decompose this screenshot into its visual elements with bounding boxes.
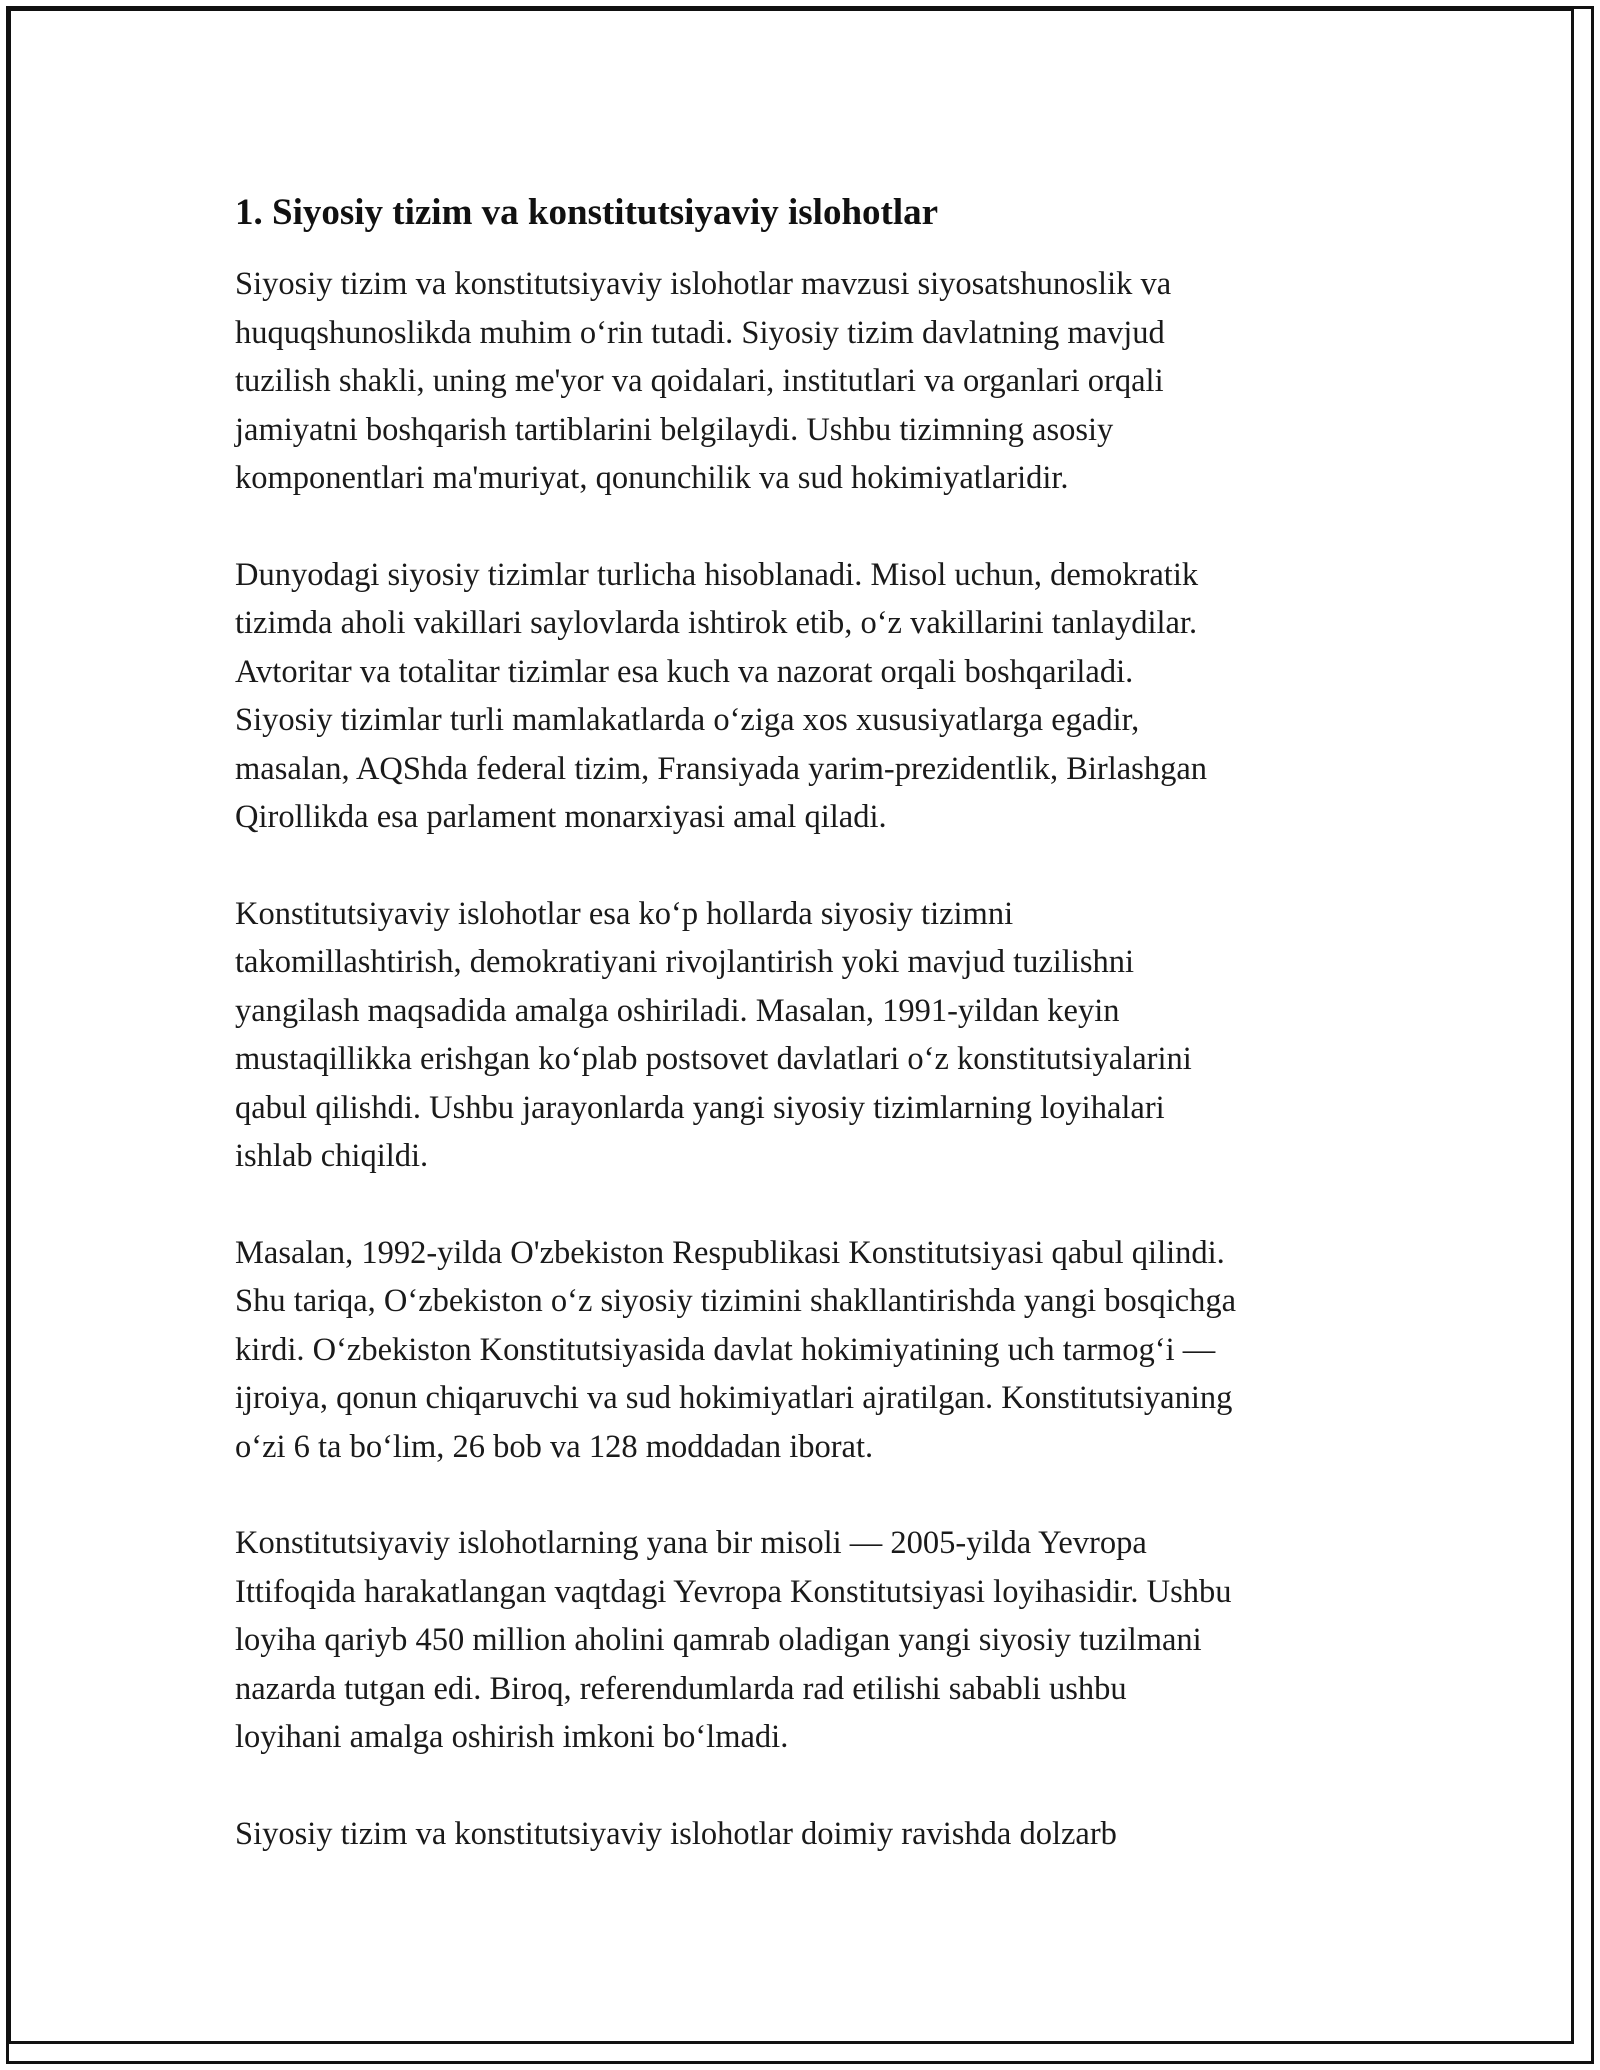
- paragraph-3: [235, 890, 1380, 1181]
- paragraph-line: Siyosiy tizim va konstitutsiyaviy islohotlar doimiy ravishda dolzarb: [235, 1815, 1117, 1852]
- paragraph-line: tizimda aholi vakillari saylovlarda ishtirok etib, oʻz vakillarini tanlaydilar.: [235, 605, 1198, 641]
- paragraph-line: Qirollikda esa parlament monarxiyasi amal qiladi.: [235, 799, 887, 835]
- paragraph-line: nazarda tutgan edi. Biroq, referendumlarda rad etilishi sababli ushbu: [235, 1670, 1127, 1707]
- paragraph-line: Shu tariqa, Oʻzbekiston oʻz siyosiy tizimini shakllantirishda yangi bosqichga: [235, 1283, 1237, 1319]
- paragraph-line: komponentlari ma'muriyat, qonunchilik va sud hokimiyatlaridir.: [235, 460, 1069, 496]
- paragraph-line: Avtoritar va totalitar tizimlar esa kuch va nazorat orqali boshqariladi.: [235, 653, 1134, 690]
- paragraph-line: mustaqillikka erishgan koʻplab postsovet davlatlari oʻz konstitutsiyalarini: [235, 1041, 1192, 1077]
- paragraph-line: Masalan, 1992-yilda O'zbekiston Respublikasi Konstitutsiyasi qabul qilindi.: [235, 1234, 1225, 1271]
- paragraph-line: takomillashtirish, demokratiyani rivojlantirish yoki mavjud tuzilishni: [235, 944, 1135, 980]
- paragraph-line: Dunyodagi siyosiy tizimlar turlicha hisoblanadi. Misol uchun, demokratik: [235, 556, 1199, 593]
- paragraph-line: loyihani amalga oshirish imkoni boʻlmadi.: [235, 1719, 789, 1755]
- paragraph-line: Siyosiy tizim va konstitutsiyaviy islohotlar mavzusi siyosatshunoslik va: [235, 266, 1172, 302]
- paragraph-line: yangilash maqsadida amalga oshiriladi. Masalan, 1991-yildan keyin: [235, 992, 1120, 1029]
- paragraph-line: qabul qilishdi. Ushbu jarayonlarda yangi siyosiy tizimlarning loyihalari: [235, 1089, 1165, 1126]
- paragraph-list: [235, 260, 1380, 1858]
- paragraph-line: masalan, AQShda federal tizim, Fransiyada yarim-prezidentlik, Birlashgan: [235, 750, 1208, 787]
- paragraph-4: [235, 1229, 1380, 1472]
- document-body: [235, 188, 1380, 1906]
- paragraph-line: huquqshunoslikda muhim oʻrin tutadi. Siyosiy tizim davlatning mavjud: [235, 314, 1165, 351]
- paragraph-line: Ittifoqida harakatlangan vaqtdagi Yevropa Konstitutsiyasi loyihasidir. Ushbu: [235, 1573, 1232, 1610]
- paragraph-line: oʻzi 6 ta boʻlim, 26 bob va 128 moddadan iborat.: [235, 1428, 874, 1465]
- paragraph-6: [235, 1810, 1380, 1859]
- paragraph-line: kirdi. Oʻzbekiston Konstitutsiyasida davlat hokimiyatining uch tarmogʻi —: [235, 1331, 1216, 1368]
- paragraph-line: tuzilish shakli, uning me'yor va qoidalari, institutlari va organlari orqali: [235, 363, 1164, 399]
- paragraph-5: [235, 1519, 1380, 1762]
- paragraph-1: [235, 260, 1380, 503]
- paragraph-line: Konstitutsiyaviy islohotlar esa koʻp hollarda siyosiy tizimni: [235, 895, 1014, 932]
- paragraph-line: ishlab chiqildi.: [235, 1138, 429, 1174]
- paragraph-2: [235, 551, 1380, 842]
- paragraph-line: loyiha qariyb 450 million aholini qamrab oladigan yangi siyosiy tuzilmani: [235, 1622, 1202, 1658]
- paragraph-line: jamiyatni boshqarish tartiblarini belgilaydi. Ushbu tizimning asosiy: [235, 411, 1114, 448]
- paragraph-line: Konstitutsiyaviy islohotlarning yana bir misoli — 2005-yilda Yevropa: [235, 1525, 1147, 1561]
- paragraph-line: ijroiya, qonun chiqaruvchi va sud hokimiyatlari ajratilgan. Konstitutsiyaning: [235, 1380, 1233, 1416]
- section-heading: 1. Siyosiy tizim va konstitutsiyaviy islohotlar: [235, 192, 939, 233]
- paragraph-line: Siyosiy tizimlar turli mamlakatlarda oʻziga xos xususiyatlarga egadir,: [235, 702, 1140, 738]
